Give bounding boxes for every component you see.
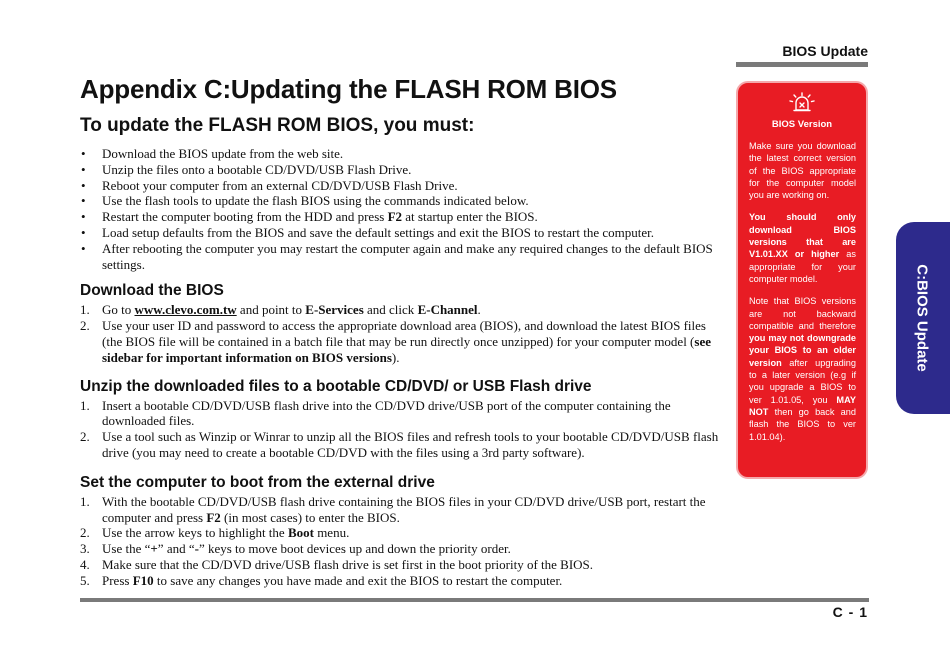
unzip-steps bbox=[80, 398, 726, 461]
download-steps bbox=[80, 302, 726, 365]
boot-steps bbox=[80, 494, 726, 589]
bullet-item: • Load setup defaults from the BIOS and save the default settings and exit the BIOS to restart the computer. bbox=[80, 225, 726, 241]
boot-step-1: 1. With the bootable CD/DVD/USB flash drive containing the BIOS files in your CD/DVD drive/USB port, restart the computer and press F2 (in most cases) to enter the BIOS. bbox=[80, 493, 706, 525]
boot-step-3: 3. Use the “+” and “-” keys to move boot devices up and down the priority order. bbox=[80, 541, 511, 557]
boot-step-2: 2. Use the arrow keys to highlight the Boot menu. bbox=[80, 525, 350, 541]
download-step-2: 2. Use your user ID and password to access the appropriate download area (BIOS), and download the latest BIOS files (the BIOS file will be contained in a batch file that may be run directly once unzipped) for your computer model (see sidebar for important information on BIOS versions). bbox=[80, 318, 711, 365]
running-header: BIOS Update bbox=[782, 43, 868, 59]
boot-step-5: 5. Press F10 to save any changes you have made and exit the BIOS to restart the computer. bbox=[80, 572, 563, 588]
sidebar-paragraph-1: Make sure you download the latest correct version of the BIOS appropriate for the computer model you are working on. bbox=[749, 141, 856, 201]
side-tab-label: C:BIOS Update bbox=[913, 264, 931, 372]
sidebar-paragraph-3: Note that BIOS versions are not backward compatible and therefore you may not downgrade your BIOS to an older version after upgrading to a later version (e.g if you upgrade a BIOS to ver 1.01.05, you MAY NOT then go back and flash the BIOS to ver 1.01.04). bbox=[749, 296, 856, 442]
procedure-bullet-list bbox=[80, 146, 726, 272]
download-step-1: 1. Go to www.clevo.com.tw and point to E-Services and click E-Channel. bbox=[80, 302, 481, 318]
chapter-side-tab bbox=[896, 222, 950, 414]
boot-section bbox=[80, 474, 726, 589]
bullet-item: • Restart the computer booting from the HDD and press F2 at startup enter the BIOS. bbox=[80, 209, 726, 225]
unzip-heading: Unzip the downloaded files to a bootable CD/DVD/ or USB Flash drive bbox=[80, 377, 592, 395]
bullet-item: • Download the BIOS update from the web site. bbox=[80, 146, 726, 162]
unzip-section bbox=[80, 378, 726, 461]
bullet-item: • Use the flash tools to update the flash BIOS using the commands indicated below. bbox=[80, 193, 726, 209]
sidebar-paragraph-2: You should only download BIOS versions that are V1.01.XX or higher as appropriate for your computer model. bbox=[749, 212, 856, 284]
unzip-step-2: 2. Use a tool such as Winzip or Winrar to unzip all the BIOS files and refresh tools to your bootable CD/DVD/USB flash drive (you may need to create a bootable CD/DVD with the files using a 3rd party software). bbox=[80, 429, 719, 460]
header-rule bbox=[736, 62, 868, 67]
bullet-item: • After rebooting the computer you may restart the computer again and make any required changes to the default BIOS settings. bbox=[80, 241, 726, 273]
boot-heading: Set the computer to boot from the external drive bbox=[80, 473, 435, 491]
main-content bbox=[80, 70, 726, 589]
download-section bbox=[80, 282, 726, 365]
page-number: C - 1 bbox=[832, 604, 868, 620]
section-subtitle: To update the FLASH ROM BIOS, you must: bbox=[80, 115, 475, 136]
page-title: Appendix C:Updating the FLASH ROM BIOS bbox=[80, 74, 617, 104]
bullet-item: • Reboot your computer from an external CD/DVD/USB Flash Drive. bbox=[80, 178, 726, 194]
download-heading: Download the BIOS bbox=[80, 282, 224, 300]
bios-version-sidebar bbox=[736, 81, 868, 479]
footer-rule bbox=[80, 598, 869, 602]
unzip-step-1: 1. Insert a bootable CD/DVD/USB flash drive into the CD/DVD drive/USB port of the computer containing the downloaded files. bbox=[80, 397, 671, 429]
clevo-website-link[interactable]: www.clevo.com.tw bbox=[134, 302, 237, 318]
alarm-bell-icon bbox=[787, 91, 817, 115]
bullet-item: • Unzip the files onto a bootable CD/DVD/USB Flash Drive. bbox=[80, 162, 726, 178]
boot-step-4: 4. Make sure that the CD/DVD drive/USB flash drive is set first in the boot priority of the BIOS. bbox=[80, 556, 594, 572]
sidebar-title: BIOS Version bbox=[771, 119, 833, 130]
